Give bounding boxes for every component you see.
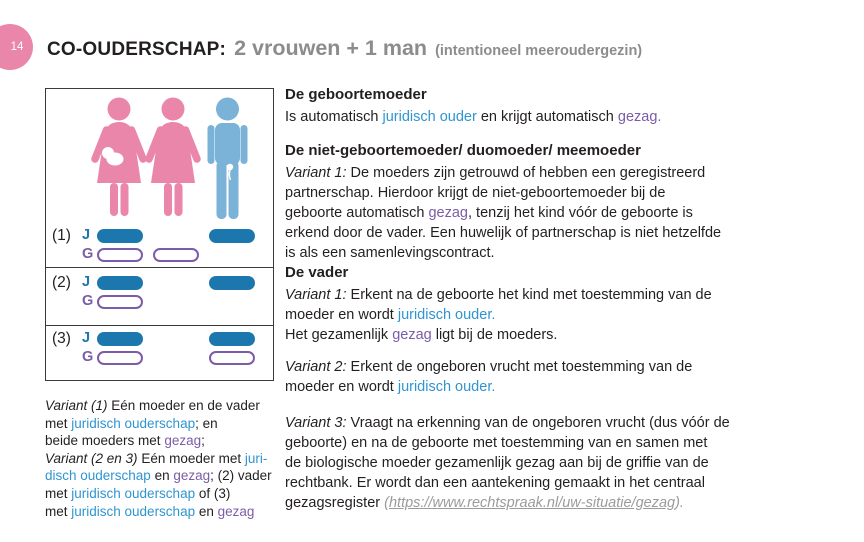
- text-segment: juridisch ouder.: [397, 379, 496, 395]
- juridisch-ouder-pill: [209, 229, 255, 243]
- j-label: J: [82, 227, 91, 243]
- section-heading-meemoeder: De niet-geboortemoeder/ duomoeder/ meemoeder: [285, 142, 641, 159]
- g-pills: [97, 351, 255, 365]
- text-segment: ;: [201, 433, 205, 449]
- text-segment: met: [45, 485, 72, 501]
- text-segment: Variant (1): [45, 398, 108, 413]
- paragraph-geboortemoeder: [285, 107, 845, 127]
- text-segment: gezag: [392, 327, 432, 343]
- juridisch-ouder-pill: [209, 332, 255, 346]
- text-segment: , tenzij het kind vóór de geboorte is: [468, 205, 693, 221]
- title-main: CO-OUDERSCHAP:: [47, 39, 227, 60]
- paragraph-vader-variant2: [285, 357, 845, 397]
- text-segment: juridisch ouderschap: [71, 503, 196, 519]
- text-segment: juridisch ouderschap: [71, 415, 196, 431]
- gezag-pill: [209, 351, 255, 365]
- text-segment: Het gezamenlijk: [285, 327, 393, 343]
- text-segment: disch ouderschap: [45, 468, 151, 484]
- diagram-section-3: [46, 326, 273, 380]
- gezag-pill: [97, 248, 143, 262]
- title-highlight: 2 vrouwen + 1 man: [234, 36, 428, 60]
- g-pills: [97, 295, 255, 309]
- text-segment: rechtbank. Er wordt dan een aantekening gemaakt in het centraal: [285, 475, 705, 491]
- gezag-pill: [153, 248, 199, 262]
- page-title: [47, 36, 642, 61]
- text-segment: Variant 1:: [285, 165, 347, 181]
- variant-row-2: [46, 268, 273, 309]
- j-pills: [97, 276, 255, 290]
- text-segment: ; en: [195, 415, 218, 431]
- text-segment: Variant (2 en 3): [45, 450, 138, 466]
- text-segment: is als een samenlevingscontract.: [285, 245, 495, 261]
- text-segment: Variant 1:: [285, 287, 347, 303]
- text-segment: Variant 2:: [285, 359, 347, 375]
- text-segment: geboorte automatisch: [285, 205, 429, 221]
- g-label: G: [82, 293, 94, 309]
- g-label: G: [82, 349, 94, 365]
- text-segment: gezagsregister: [285, 495, 385, 511]
- page-number-badge: [0, 24, 33, 70]
- family-figures: [46, 97, 273, 227]
- woman-icon: [136, 97, 210, 225]
- gezag-line: [82, 294, 255, 309]
- diagram-section-1: [46, 89, 273, 268]
- text-segment: Is automatisch: [285, 109, 383, 125]
- text-segment: Vraagt na erkenning van de ongeboren vrucht (dus vóór de: [346, 415, 730, 431]
- paragraph-vader-variant3: [285, 413, 845, 513]
- text-segment: moeder en wordt: [285, 307, 398, 323]
- juridisch-ouder-pill: [209, 276, 255, 290]
- text-segment: De moeders zijn getrouwd of hebben een geregistreerd: [346, 165, 706, 181]
- variant-row-1: [52, 228, 255, 262]
- text-segment: Eén moeder met: [137, 450, 245, 466]
- text-segment: Eén moeder en de vader: [107, 398, 260, 413]
- text-segment: gezag: [217, 503, 255, 519]
- text-segment: gezag.: [617, 109, 662, 125]
- j-label: J: [82, 330, 91, 346]
- text-segment: juri-: [244, 450, 268, 466]
- row-label: (2): [52, 274, 71, 291]
- family-diagram-box: [45, 88, 274, 381]
- text-segment: juridisch ouder.: [397, 307, 496, 323]
- section-heading-vader: De vader: [285, 264, 349, 281]
- text-segment: gezag: [164, 433, 202, 449]
- juridisch-line: [82, 228, 255, 243]
- text-segment: de biologische moeder gezamenlijk gezag aan bij de griffie van de: [285, 455, 709, 471]
- text-segment: erkend door de vader. Een huwelijk of partnerschap is niet hetzelfde: [285, 225, 722, 241]
- j-pills: [97, 229, 255, 243]
- row-label: (1): [52, 227, 71, 244]
- text-segment: ; (2) vader: [210, 468, 272, 484]
- text-segment: geboorte) en na de geboorte met toestemming van en samen met: [285, 435, 708, 451]
- gezag-pill: [97, 351, 143, 365]
- j-label: J: [82, 274, 91, 290]
- text-segment: (: [384, 495, 389, 511]
- text-segment: Variant 3:: [285, 415, 347, 431]
- text-segment: juridisch ouder: [382, 109, 477, 125]
- text-segment: Erkent na de geboorte het kind met toestemming van de: [346, 287, 712, 303]
- paragraph-vader-variant1: [285, 285, 845, 345]
- text-segment: beide moeders met: [45, 433, 165, 449]
- juridisch-ouder-pill: [97, 229, 143, 243]
- page-number: 14: [10, 41, 24, 53]
- text-segment: gezag: [173, 468, 211, 484]
- g-label: G: [82, 246, 94, 262]
- text-segment: Erkent de ongeboren vrucht met toestemming van de: [346, 359, 693, 375]
- diagram-section-2: [46, 268, 273, 326]
- diagram-caption: [45, 397, 285, 520]
- text-segment: ).: [675, 495, 684, 511]
- section-heading-geboortemoeder: De geboortemoeder: [285, 86, 427, 103]
- g-pills: [97, 248, 255, 262]
- text-segment: of (3): [195, 485, 231, 501]
- text-segment: juridisch ouderschap: [71, 485, 196, 501]
- variant-row-3: [46, 326, 273, 365]
- text-segment: met: [45, 415, 72, 431]
- text-segment: en: [150, 468, 174, 484]
- j-pills: [97, 332, 255, 346]
- text-segment: en krijgt automatisch: [476, 109, 618, 125]
- gezag-line: [82, 350, 255, 365]
- man-icon: [200, 97, 255, 225]
- text-segment: partnerschap. Hierdoor krijgt de niet-geboortemoeder bij de: [285, 185, 666, 201]
- juridisch-ouder-pill: [97, 276, 143, 290]
- juridisch-ouder-pill: [97, 332, 143, 346]
- title-subtitle: (intentioneel meeroudergezin): [435, 43, 643, 59]
- gezag-pill: [97, 295, 143, 309]
- text-segment: gezag: [428, 205, 468, 221]
- juridisch-line: [82, 331, 255, 346]
- text-segment: moeder en wordt: [285, 379, 398, 395]
- gezag-line: [82, 247, 255, 262]
- row-label: (3): [52, 330, 71, 347]
- text-segment: en: [195, 503, 218, 519]
- paragraph-meemoeder: [285, 163, 845, 263]
- text-segment: ligt bij de moeders.: [431, 327, 558, 343]
- text-segment: met: [45, 503, 72, 519]
- juridisch-line: [82, 275, 255, 290]
- link-url[interactable]: https://www.rechtspraak.nl/uw-situatie/gezag: [388, 495, 676, 511]
- explanation-column: [285, 85, 845, 513]
